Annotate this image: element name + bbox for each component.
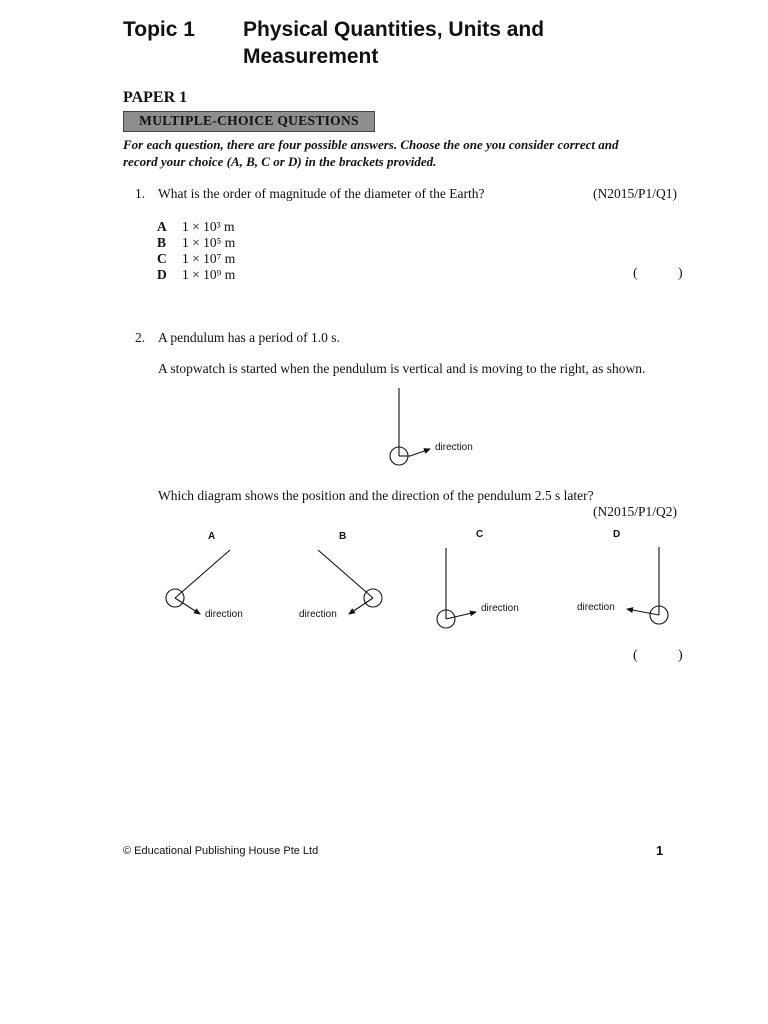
page-title-line-1: Physical Quantities, Units and [243, 18, 545, 41]
q1-option-value: 1 × 10⁷ m [182, 251, 236, 266]
q1-option-letter: C [157, 251, 167, 266]
q1-option-letter: B [157, 235, 167, 250]
diagram-d-pendulum [627, 547, 668, 624]
q1-source: (N2015/P1/Q1) [593, 186, 677, 201]
initial-pendulum [390, 388, 430, 465]
q2-answer-bracket-close: ) [678, 648, 683, 663]
q2-line-2: A stopwatch is started when the pendulum is vertical and is moving to the right, as shown. [158, 361, 646, 376]
diagram-a-letter: A [208, 531, 216, 542]
q2-line-1: A pendulum has a period of 1.0 s. [158, 330, 340, 345]
paper-label: PAPER 1 [123, 89, 188, 106]
diagram-c-letter: C [476, 529, 484, 540]
q1-option-value: 1 × 10³ m [182, 219, 235, 234]
q1-answer-bracket-open[interactable]: ( [633, 266, 638, 281]
q1-option-letter: D [157, 267, 167, 282]
q2-answer-bracket-open[interactable]: ( [633, 648, 638, 663]
section-title: MULTIPLE-CHOICE QUESTIONS [139, 113, 359, 128]
diagram-b-letter: B [339, 531, 347, 542]
footer-copyright: © Educational Publishing House Pte Ltd [123, 845, 319, 857]
q1-number: 1. [135, 186, 146, 201]
q1-option-value: 1 × 10⁵ m [182, 235, 236, 250]
diagram-d-direction-label: direction [577, 602, 615, 613]
page-number: 1 [656, 843, 664, 858]
diagram-d-letter: D [613, 529, 621, 540]
instructions-line-1: For each question, there are four possible answers. Choose the one you consider correct and [123, 137, 619, 152]
diagram-a-direction-label: direction [205, 609, 243, 620]
page-title-line-2: Measurement [243, 45, 379, 68]
q1-answer-bracket-close: ) [678, 266, 683, 281]
q2-source: (N2015/P1/Q2) [593, 504, 677, 519]
diagram-b-direction-label: direction [299, 609, 337, 620]
instructions-line-2: record your choice (A, B, C or D) in the brackets provided. [123, 154, 437, 169]
initial-direction-label: direction [435, 442, 473, 453]
topic-label: Topic 1 [123, 18, 195, 41]
diagram-c-pendulum [437, 548, 476, 628]
diagram-c-direction-label: direction [481, 603, 519, 614]
diagram-b-pendulum [318, 550, 382, 614]
q2-number: 2. [135, 330, 146, 345]
diagram-a-pendulum [166, 550, 230, 614]
q2-question: Which diagram shows the position and the direction of the pendulum 2.5 s later? [158, 488, 594, 503]
q1-text: What is the order of magnitude of the diameter of the Earth? [158, 186, 485, 201]
q1-option-letter: A [157, 219, 167, 234]
q1-option-value: 1 × 10⁹ m [182, 267, 236, 282]
